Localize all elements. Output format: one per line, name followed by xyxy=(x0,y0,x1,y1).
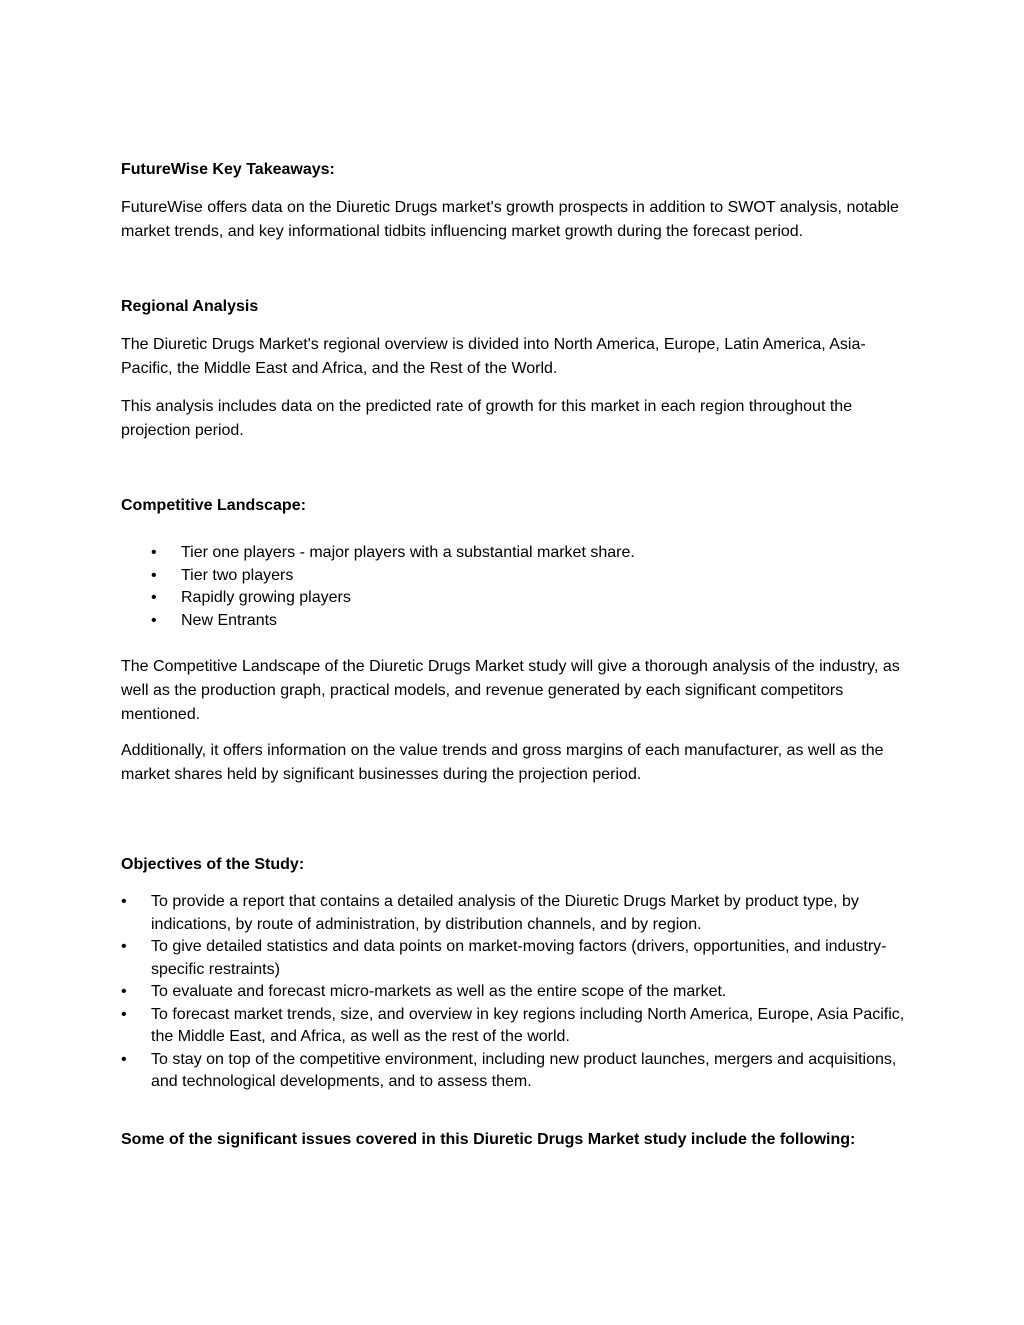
list-item xyxy=(121,565,911,588)
competitive-paragraph-1: The Competitive Landscape of the Diuretic Drugs Market study will give a thorough analysis of the industry, as well as the production graph, practical models, and revenue generated by each significant competitors mentioned. xyxy=(121,658,900,723)
significant-issues-heading: Some of the significant issues covered in this Diuretic Drugs Market study include the following: xyxy=(121,1130,856,1148)
list-item-text: Tier one players - major players with a substantial market share. xyxy=(181,544,635,561)
list-item xyxy=(121,936,911,981)
bullet-icon: • xyxy=(121,983,127,1000)
takeaways-heading: FutureWise Key Takeaways: xyxy=(121,161,335,178)
list-item xyxy=(121,610,911,633)
regional-paragraph-1: The Diuretic Drugs Market's regional overview is divided into North America, Europe, Latin America, Asia-Pacific, the Middle East and Africa, and the Rest of the World. xyxy=(121,336,866,377)
objectives-list xyxy=(121,891,911,1094)
list-item-text: Rapidly growing players xyxy=(181,589,351,606)
regional-paragraph-2: This analysis includes data on the predicted rate of growth for this market in each region throughout the projection period. xyxy=(121,398,853,439)
list-item-text: To forecast market trends, size, and overview in key regions including North America, Europe, Asia Pacific, the Middle East, and Africa, as well as the rest of the world. xyxy=(151,1005,905,1045)
bullet-icon: • xyxy=(121,938,127,955)
list-item xyxy=(121,542,911,565)
takeaways-paragraph: FutureWise offers data on the Diuretic Drugs market's growth prospects in addition to SWOT analysis, notable market trends, and key informational tidbits influencing market growth during the forecast period. xyxy=(121,199,899,240)
list-item-text: To provide a report that contains a detailed analysis of the Diuretic Drugs Market by product type, by indications, by route of administration, by distribution channels, and by region. xyxy=(151,893,859,933)
bullet-icon: • xyxy=(121,893,127,910)
competitive-tier-list xyxy=(121,542,911,632)
objectives-heading: Objectives of the Study: xyxy=(121,856,305,873)
list-item xyxy=(121,587,911,610)
list-item xyxy=(121,981,911,1004)
bullet-icon: • xyxy=(151,589,157,606)
bullet-icon: • xyxy=(151,611,157,629)
list-item xyxy=(121,1049,911,1094)
bullet-icon: • xyxy=(151,566,157,584)
bullet-icon: • xyxy=(121,1005,127,1023)
list-item-text: To evaluate and forecast micro-markets as well as the entire scope of the market. xyxy=(151,983,727,1000)
list-item-text: To stay on top of the competitive environment, including new product launches, mergers and acquisitions, and technological developments, and to assess them. xyxy=(151,1050,897,1090)
document-body xyxy=(121,158,911,1152)
list-item-text: To give detailed statistics and data points on market-moving factors (drivers, opportunities, and industry-specific restraints) xyxy=(151,938,887,978)
list-item xyxy=(121,1004,911,1049)
list-item-text: New Entrants xyxy=(181,611,278,629)
regional-analysis-heading: Regional Analysis xyxy=(121,298,259,315)
bullet-icon: • xyxy=(151,544,157,561)
list-item xyxy=(121,891,911,936)
list-item-text: Tier two players xyxy=(181,566,294,584)
bullet-icon: • xyxy=(121,1050,127,1068)
competitive-landscape-heading: Competitive Landscape: xyxy=(121,497,306,514)
competitive-paragraph-2: Additionally, it offers information on the value trends and gross margins of each manufacturer, as well as the market shares held by significant businesses during the projection period. xyxy=(121,742,884,783)
